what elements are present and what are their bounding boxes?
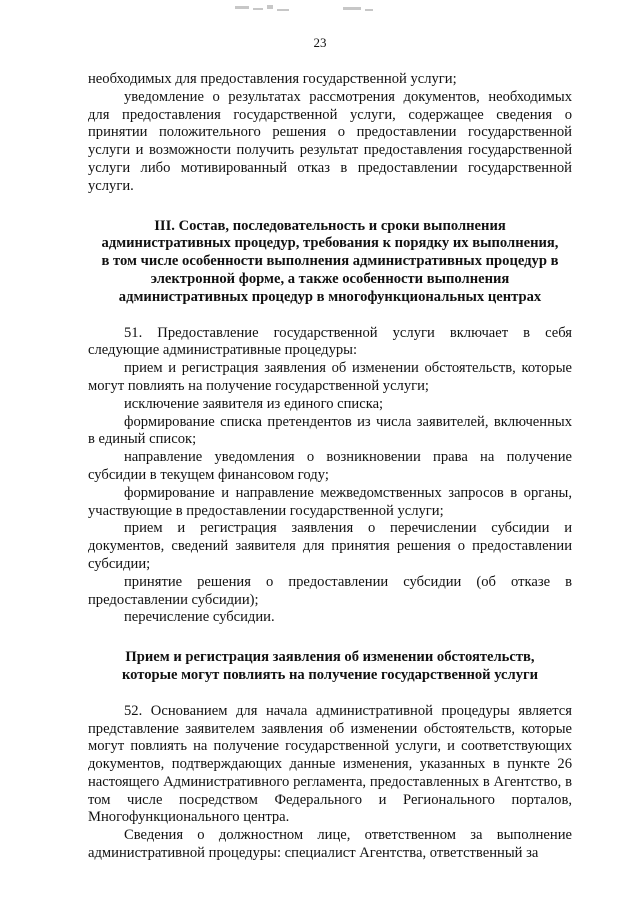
heading-line: электронной форме, а также особенности выполнения (150, 270, 510, 287)
paragraph: уведомление о результатах рассмотрения документов, необходимых для предоставления государственной услуги, содержащее сведения о принятии положительного решения о предоставлении государственной услуги и возможности получить результат предоставления государственной услуги либо мотивированный отказ в предоставлении государственной услуги. (88, 88, 572, 194)
list-item: принятие решения о предоставлении субсидии (об отказе в предоставлении субсидии); (88, 573, 572, 608)
heading-line: в том числе особенности выполнения административных процедур в (101, 253, 559, 270)
heading-line: административных процедур, требования к порядку их выполнения, (101, 235, 559, 252)
heading-line: Прием и регистрация заявления об изменении обстоятельств, (125, 649, 535, 666)
heading-line: III. Состав, последовательность и сроки выполнения (154, 217, 506, 234)
subsection-heading (88, 649, 572, 685)
page-number: 23 (313, 35, 327, 50)
heading-line: административных процедур в многофункциональных центрах (118, 288, 542, 305)
paragraph: необходимых для предоставления государственной услуги; (88, 71, 457, 87)
list-item: прием и регистрация заявления о перечислении субсидии и документов, сведений заявителя для принятия решения о предоставлении субсидии; (88, 520, 572, 572)
paragraph: Сведения о должностном лице, ответственном за выполнение административной процедуры: специалист Агентства, ответственный за (88, 827, 572, 862)
scan-artifact (233, 4, 393, 16)
list-item: перечисление субсидии. (124, 609, 275, 626)
list-item: направление уведомления о возникновении права на получение субсидии в текущем финансовом году; (88, 449, 572, 483)
list-item: прием и регистрация заявления об изменении обстоятельств, которые могут повлиять на получение государственной услуги; (88, 360, 572, 394)
list-item: формирование списка претендентов из числа заявителей, включенных в единый список; (88, 413, 572, 448)
heading-line: которые могут повлиять на получение государственной услуги (121, 666, 539, 683)
list-item: исключение заявителя из единого списка; (124, 395, 384, 412)
section-heading (88, 218, 572, 307)
list-item: формирование и направление межведомственных запросов в органы, участвующие в предоставлении государственной услуги; (88, 484, 572, 519)
paragraph: 51. Предоставление государственной услуги включает в себя следующие административные процедуры: (88, 324, 572, 359)
paragraph: 52. Основанием для начала административной процедуры является представление заявителем заявления об изменении обстоятельств, которые могут повлиять на получение государственной услуги, и соответствующих документов, подтверждающих данные изменения, указанных в пункте 26 настоящего Административного регламента, предоставленных в Агентство, в том числе посредством Федерального и Регионального порталов, Многофункционального центра. (88, 702, 572, 826)
document-body (88, 71, 572, 863)
